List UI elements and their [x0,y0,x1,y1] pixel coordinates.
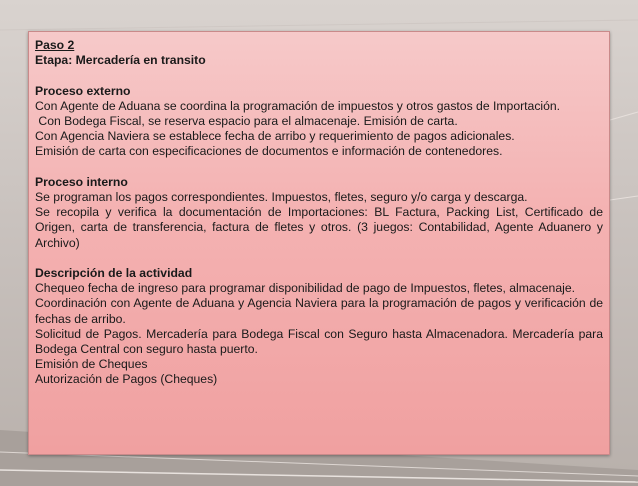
internal-process-heading: Proceso interno [35,174,128,189]
external-line: Con Bodega Fiscal, se reserva espacio para el almacenaje. Emisión de carta. [35,114,458,128]
external-line: Emisión de carta con especificaciones de documentos e información de contenedores. [35,144,503,159]
activity-item: Autorización de Pagos (Cheques) [35,372,218,387]
external-process-heading: Proceso externo [35,83,131,98]
activity-item: Chequeo fecha de ingreso para programar disponibilidad de pago de Impuestos, fletes, almacenaje. [35,281,575,296]
activity-heading: Descripción de la actividad [35,266,193,280]
activity-item: Solicitud de Pagos. Mercadería para Bodega Fiscal con Seguro hasta Almacenadora. Mercadería para Bodega Central con seguro hasta puerto. [35,326,603,357]
external-line: Con Agente de Aduana se coordina la programación de impuestos y otros gastos de Importación. [35,98,561,113]
activity-item: Coordinación con Agente de Aduana y Agencia Naviera para la programación de pagos y verificación de fechas de arribo. [35,296,603,326]
stage-title: Etapa: Mercadería en transito [35,53,206,68]
step-title: Paso 2 [35,38,75,52]
external-line: Con Agencia Naviera se establece fecha de arribo y requerimiento de pagos adicionales. [35,129,515,144]
internal-paragraph: Se programan los pagos correspondientes. Impuestos, fletes, seguro y/o carga y descarga. [35,190,528,204]
content-panel [28,31,610,455]
activity-item: Emisión de Cheques [35,357,148,372]
internal-paragraph: Se recopila y verifica la documentación de Importaciones: BL Factura, Packing List, Certificado de Origen, carta de transferencia, factura de fletes y otros. (3 juegos: Contabilidad, Agente Aduanero y Archivo) [35,205,603,250]
